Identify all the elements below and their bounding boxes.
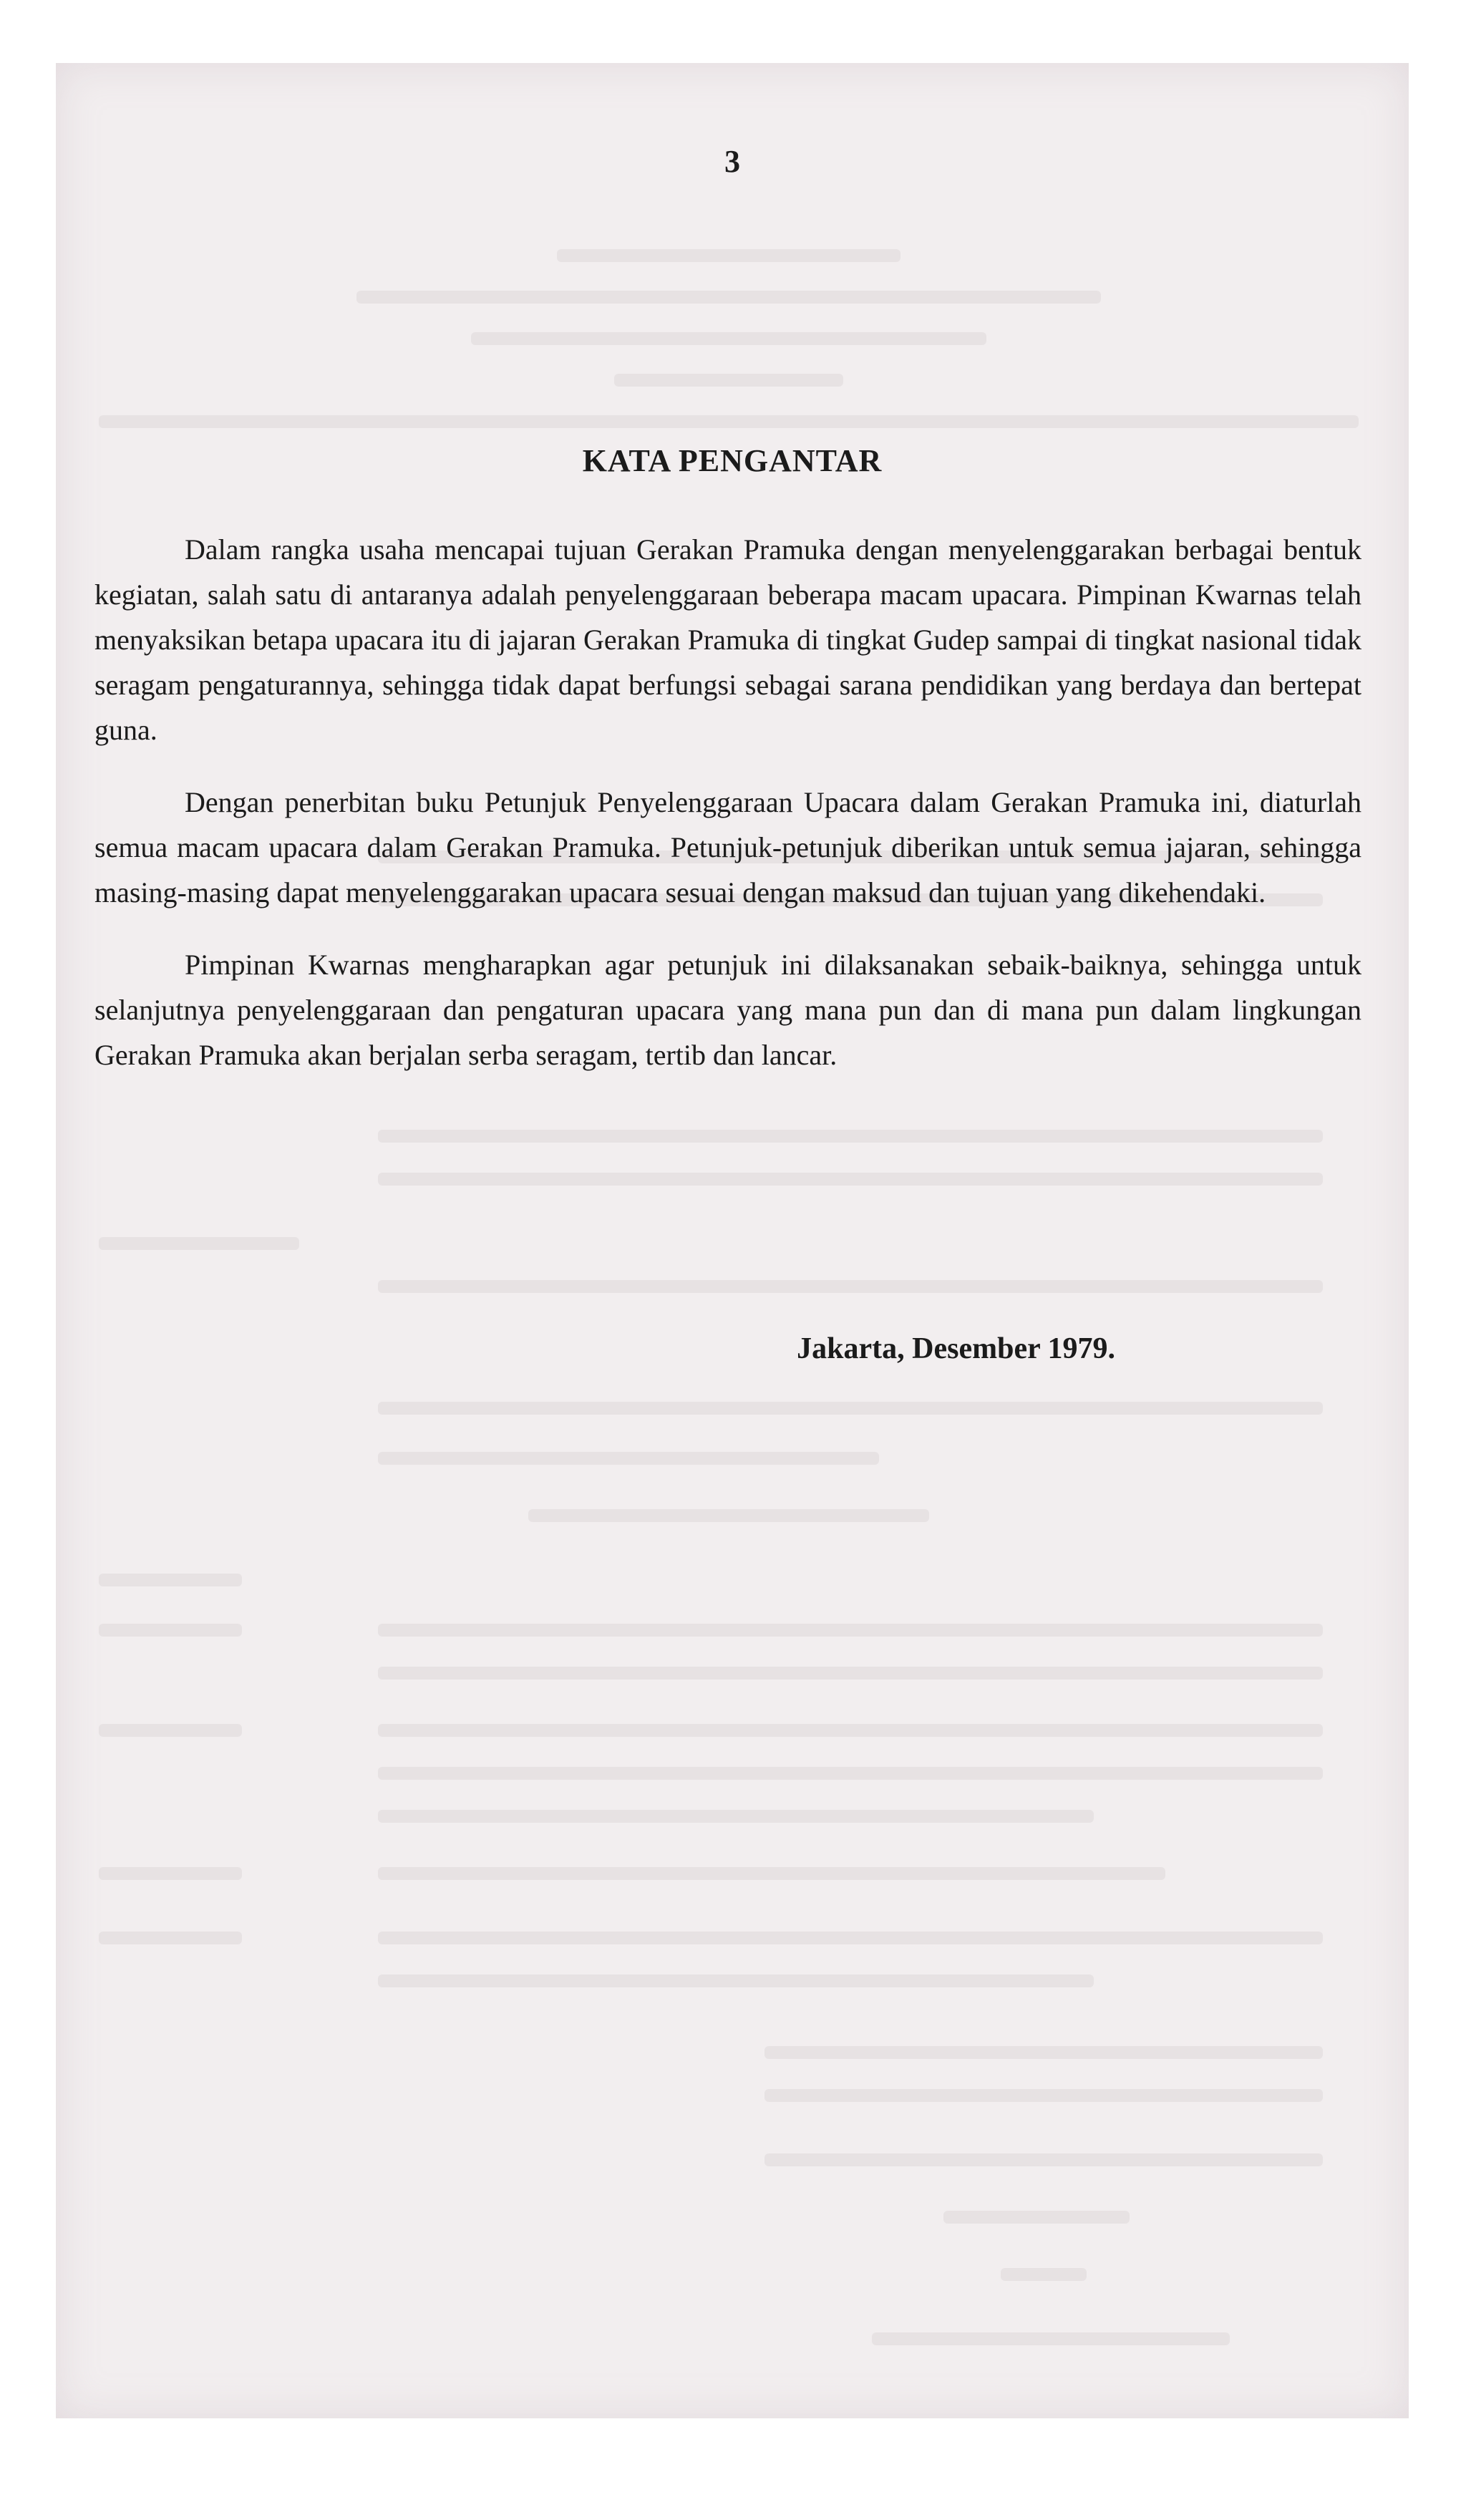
closing-place-date: Jakarta, Desember 1979. [797, 1332, 1115, 1365]
paragraph-3: Pimpinan Kwarnas mengharapkan agar petunjuk ini dilaksanakan sebaik-baiknya, sehingga untuk selanjutnya penyelenggaraan dan pengaturan upacara yang mana pun dan di mana pun dalam lingkungan Gerakan Pramuka akan berjalan serba seragam, tertib dan lancar. [94, 949, 1361, 1071]
paragraph-1: Dalam rangka usaha mencapai tujuan Gerakan Pramuka dengan menyelenggarakan berbagai bentuk kegiatan, salah satu di antaranya adalah penyelenggaraan beberapa macam upacara. Pimpinan Kwarnas telah menyaksikan betapa upacara itu di jajaran Gerakan Pramuka di tingkat Gudep sampai di tingkat nasional tidak seragam pengaturannya, sehingga tidak dapat berfungsi sebagai sarana pendidikan yang berdaya dan bertepat guna. [94, 533, 1361, 746]
page-title: KATA PENGANTAR [582, 443, 883, 478]
page-number: 3 [724, 144, 740, 179]
document-page [56, 63, 1409, 2418]
body-text [94, 527, 1361, 1105]
paragraph-2: Dengan penerbitan buku Petunjuk Penyelenggaraan Upacara dalam Gerakan Pramuka ini, diaturlah semua macam upacara dalam Gerakan Pramuka. Petunjuk-petunjuk diberikan untuk semua jajaran, sehingga masing-masing dapat menyelenggarakan upacara sesuai dengan maksud dan tujuan yang dikehendaki. [94, 786, 1361, 908]
bleed-through-background [56, 63, 1409, 2418]
